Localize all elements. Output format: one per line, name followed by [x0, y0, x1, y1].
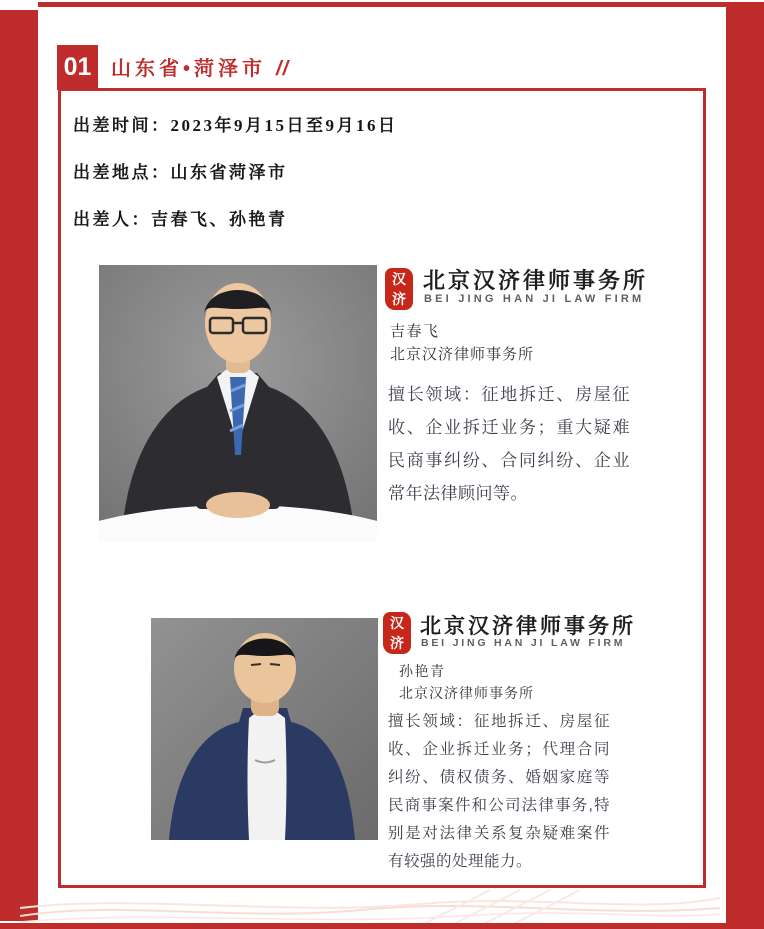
trip-time-line: 出差时间：2023年9月15日至9月16日	[73, 116, 398, 135]
seal-char-top: 汉	[390, 615, 404, 631]
hanji-seal-logo	[385, 268, 413, 310]
lawyer-name: 孙艳青	[399, 663, 446, 679]
hanji-seal-logo	[383, 612, 411, 654]
firm-name-en: BEI JING HAN JI LAW FIRM	[424, 293, 645, 305]
frame-bottom-bar	[0, 923, 764, 929]
seal-char-bottom: 济	[392, 291, 406, 307]
portrait-photo-jichunfei	[99, 265, 377, 542]
lawyer-bio: 擅长领域：征地拆迁、房屋征收、企业拆迁业务；代理合同纠纷、债权债务、婚姻家庭等民商事案件和公司法律事务,特别是对法律关系复杂疑难案件有较强的处理能力。	[388, 713, 610, 870]
frame-right-band	[726, 2, 764, 929]
section-number-badge: 01	[57, 45, 98, 90]
firm-name-cn: 北京汉济律师事务所	[420, 615, 636, 638]
firm-name-cn: 北京汉济律师事务所	[423, 268, 649, 293]
frame-left-band	[0, 10, 38, 921]
trip-place-line: 出差地点：山东省菏泽市	[73, 163, 288, 182]
lawyer-affiliation: 北京汉济律师事务所	[399, 685, 534, 701]
portrait-photo-sunyanqing	[151, 618, 378, 840]
frame-top-line	[38, 2, 764, 7]
trip-people-line: 出差人：吉春飞、孙艳青	[73, 210, 288, 229]
section-title	[111, 52, 289, 81]
seal-char-top: 汉	[392, 271, 406, 287]
seal-char-bottom: 济	[390, 635, 404, 651]
lawyer-bio: 擅长领域：征地拆迁、房屋征收、企业拆迁业务；重大疑难民商事纠纷、合同纠纷、企业常年法律顾问等。	[388, 385, 630, 503]
content-box	[58, 88, 706, 888]
lawyer-name: 吉春飞	[390, 323, 440, 340]
decorative-waves	[20, 888, 720, 926]
lawyer-affiliation: 北京汉济律师事务所	[390, 346, 535, 363]
section-title-slashes: //	[276, 58, 290, 80]
trip-info	[73, 111, 398, 252]
section-title-text: 山东省•菏泽市	[111, 58, 267, 80]
firm-name-en: BEI JING HAN JI LAW FIRM	[421, 637, 626, 649]
